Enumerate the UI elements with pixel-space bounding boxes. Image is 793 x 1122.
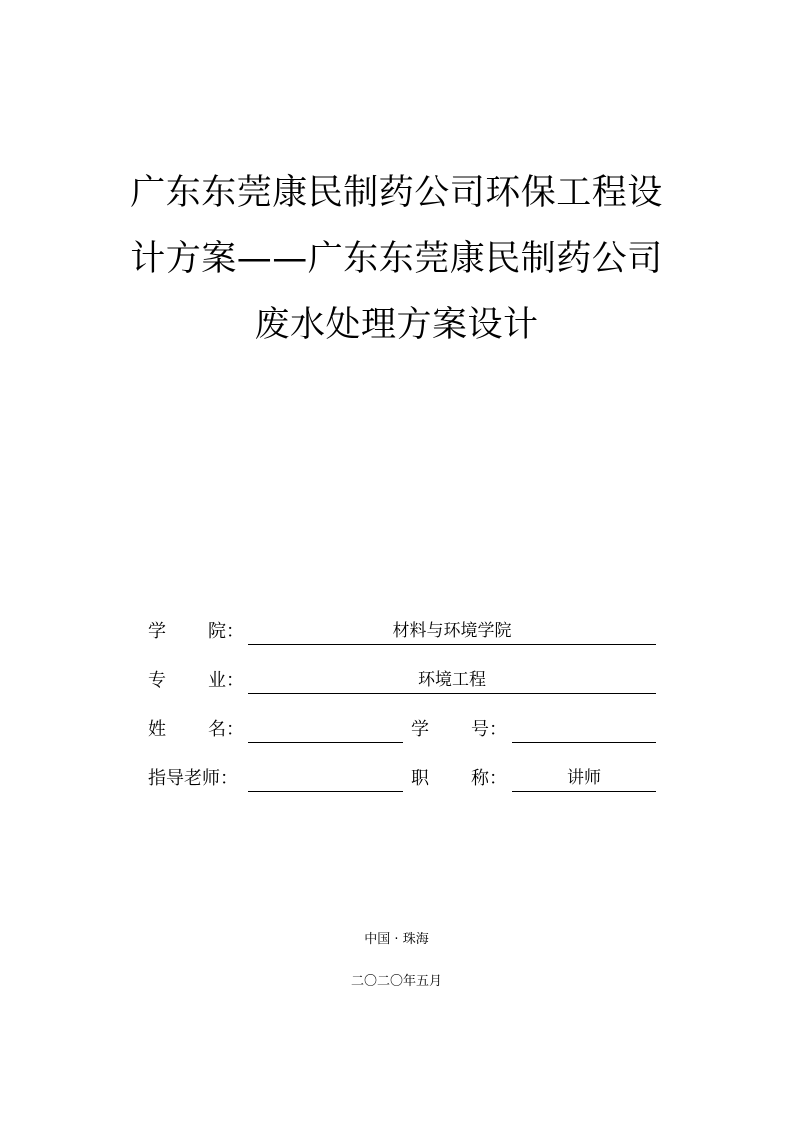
college-row <box>148 619 658 649</box>
date-text: 二〇二〇年五月 <box>350 974 442 989</box>
name-field <box>248 717 403 743</box>
title-line-2: 计方案——广东东莞康民制药公司 <box>130 239 663 279</box>
major-label-first: 专 <box>148 670 166 691</box>
student-id-label-second: 号： <box>471 719 507 740</box>
name-label-second: 名： <box>208 719 244 740</box>
student-id-field <box>512 717 656 743</box>
major-row <box>148 668 658 698</box>
student-id-label-first: 学 <box>411 719 429 740</box>
major-label-second: 业： <box>208 670 244 691</box>
location-text: 中国 · 珠海 <box>364 932 429 947</box>
college-label-first: 学 <box>148 621 166 642</box>
advisor-label: 指导老师： <box>148 768 238 789</box>
college-label-second: 院： <box>208 621 244 642</box>
document-title <box>120 160 673 358</box>
name-row <box>148 717 658 747</box>
advisor-field <box>248 766 403 792</box>
title-label-first: 职 <box>411 768 429 789</box>
title-line-3: 废水处理方案设计 <box>254 305 539 345</box>
title-label-second: 称： <box>471 768 507 789</box>
major-field: 环境工程 <box>248 668 656 694</box>
name-label-first: 姓 <box>148 719 166 740</box>
advisor-row <box>148 766 658 796</box>
title-line-1: 广东东莞康民制药公司环保工程设 <box>130 173 663 213</box>
title-field: 讲师 <box>512 766 656 792</box>
college-field: 材料与环境学院 <box>248 619 656 645</box>
